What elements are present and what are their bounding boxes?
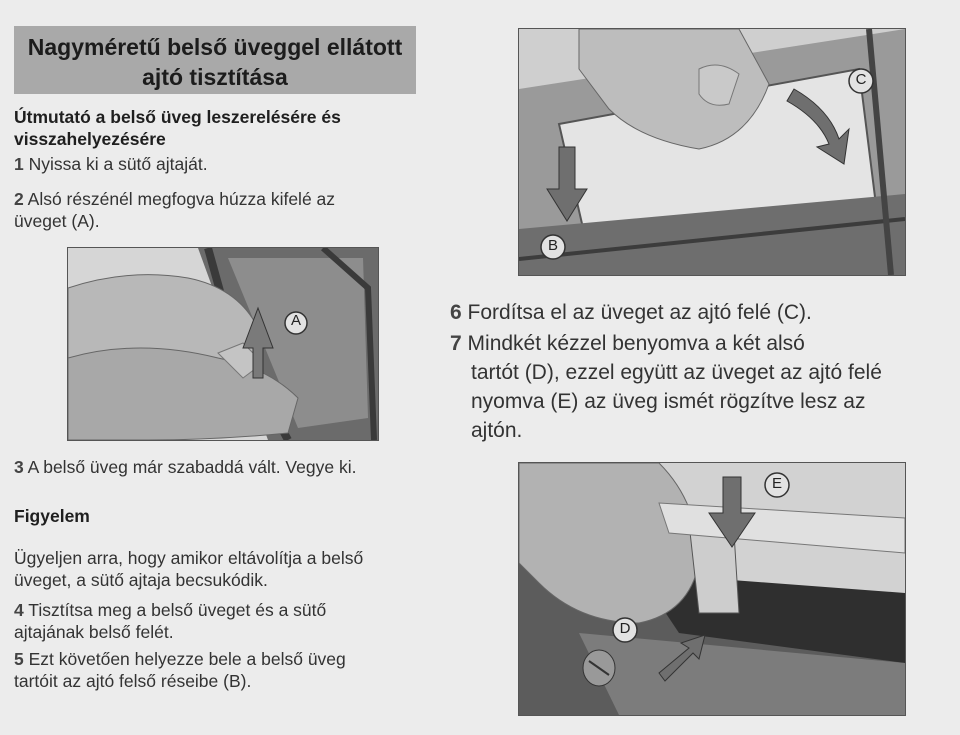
step-6-number: 6	[450, 301, 462, 324]
illustration-a-drawing	[68, 248, 378, 440]
label-b: B	[547, 237, 558, 254]
illustration-remove-glass	[67, 247, 379, 441]
step-7	[450, 329, 945, 445]
step-5-text-line1: Ezt követően helyezze bele a belső üveg	[28, 649, 346, 669]
section-title	[14, 26, 416, 94]
label-e: E	[771, 475, 782, 492]
label-a: A	[290, 312, 301, 329]
step-6-text: Fordítsa el az üveget az ajtó felé (C).	[467, 301, 812, 324]
step-2-text-line2: üveget (A).	[14, 211, 100, 231]
instructions-heading-line1: Útmutató a belső üveg leszerelésére és	[14, 107, 341, 127]
step-3-number: 3	[14, 457, 24, 477]
instructions-heading	[14, 106, 416, 150]
step-4-text-line1: Tisztítsa meg a belső üveget és a sütő	[28, 600, 327, 620]
warning-text-line2: üveget, a sütő ajtaja becsukódik.	[14, 570, 268, 590]
illustration-fix-glass	[518, 462, 906, 716]
label-d: D	[619, 620, 631, 637]
instructions-heading-line2: visszahelyezésére	[14, 129, 166, 149]
step-5-text-line2: tartóit az ajtó felső réseibe (B).	[14, 671, 252, 691]
step-4-number: 4	[14, 600, 24, 620]
step-7-text-line1: Mindkét kézzel benyomva a két alsó	[467, 332, 805, 355]
step-7-text-line2: tartót (D), ezzel együtt az üveget az ajtó felé	[471, 361, 882, 384]
step-2	[14, 188, 416, 232]
step-7-text-line3: nyomva (E) az üveg ismét rögzítve lesz az	[471, 390, 866, 413]
step-5	[14, 648, 416, 692]
warning-text	[14, 547, 416, 591]
step-5-number: 5	[14, 649, 24, 669]
step-4	[14, 599, 416, 643]
section-title-line1: Nagyméretű belső üveggel ellátott	[27, 34, 403, 60]
step-1	[14, 153, 416, 175]
step-7-text-line4: ajtón.	[471, 419, 523, 442]
step-3	[14, 456, 424, 478]
step-4-text-line2: ajtajának belső felét.	[14, 622, 174, 642]
step-2-number: 2	[14, 189, 24, 209]
step-1-text: Nyissa ki a sütő ajtaját.	[28, 154, 208, 174]
step-7-number: 7	[450, 332, 462, 355]
warning-heading: Figyelem	[14, 506, 90, 526]
warning-text-line1: Ügyeljen arra, hogy amikor eltávolítja a belső	[14, 548, 364, 568]
label-c: C	[855, 71, 867, 88]
step-2-text-line1: Alsó részénél megfogva húzza kifelé az	[27, 189, 336, 209]
step-3-text: A belső üveg már szabaddá vált. Vegye ki.	[27, 457, 357, 477]
section-title-line2: ajtó tisztítása	[142, 64, 288, 90]
step-1-number: 1	[14, 154, 24, 174]
illustration-de-drawing	[519, 463, 905, 715]
illustration-bc-drawing	[519, 29, 905, 275]
illustration-insert-glass	[518, 28, 906, 276]
step-6	[450, 298, 945, 327]
